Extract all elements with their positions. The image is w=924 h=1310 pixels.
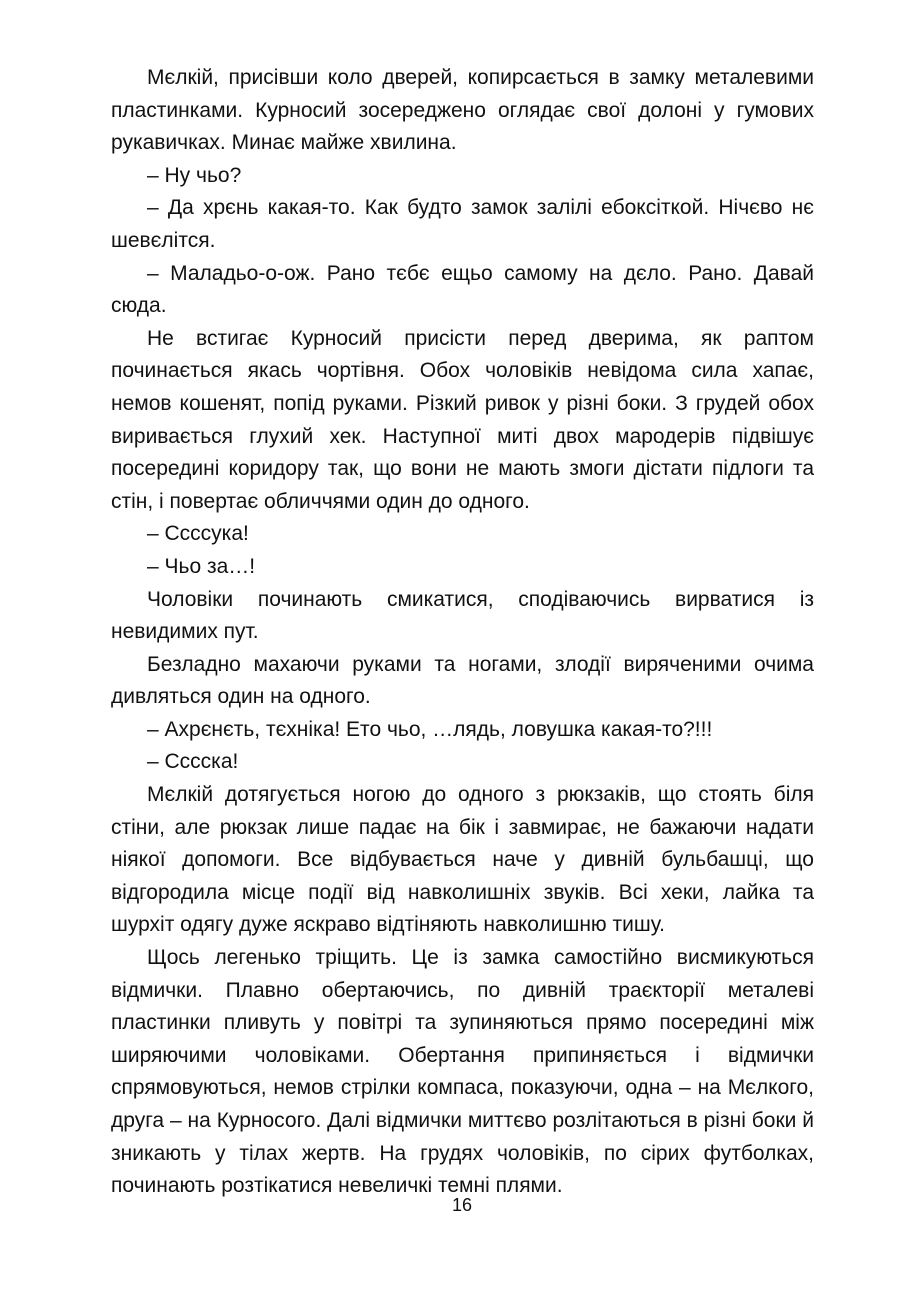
paragraph: Мєлкій, присівши коло дверей, копирсається в замку металевими пластинками. Курносий зосереджено оглядає свої долоні у гумових рукавичках. Минає майже хвилина.	[111, 66, 814, 155]
paragraph: – Чьо за…!	[147, 554, 256, 578]
paragraph: Безладно махаючи руками та ногами, злодії виряченими очима дивляться один на одного.	[111, 652, 814, 709]
paragraph: – Маладьо-о-ож. Рано тєбє ещьо самому на дєло. Рано. Давай сюда.	[111, 261, 814, 318]
paragraph: – Ссссука!	[147, 522, 249, 546]
paragraph: Мєлкій дотягується ногою до одного з рюкзаків, що стоять біля стіни, але рюкзак лише падає на бік і завмирає, не бажаючи надати ніякої допомоги. Все відбувається наче у дивній бульбашці, що відгородила місце події від навколишніх звуків. Всі хеки, лайка та шурхіт одягу дуже яскраво відтіняють навколишню тишу.	[111, 783, 814, 937]
page-number: 16	[451, 1195, 473, 1215]
paragraph: – Да хрєнь какая-то. Как будто замок залілі ебоксіткой. Нічєво нє шевєлітся.	[111, 196, 814, 252]
paragraph: Щось легенько тріщить. Це із замка самостійно висмикуються відмички. Плавно обертаючись, по дивній траєкторії металеві пластинки пливуть у повітрі та зупиняються прямо посередині між ширяючими чоловіками. Обертання припиняється і відмички спрямовуються, немов стрілки компаса, показуючи, одна – на Мєлкого, друга – на Курносого. Далі відмички миттєво розлітаються в різні боки й зникають у тілах жертв. На грудях чоловіків, по сірих футболках, починають розтікатися невеличкі темні плями.	[111, 946, 814, 1198]
paragraph: – Сссска!	[147, 750, 239, 774]
paragraph: – Ну чьо?	[147, 163, 242, 187]
text-body	[111, 62, 814, 1203]
paragraph: Чоловіки починають смикатися, сподіваючись вирватися із невидимих пут.	[111, 587, 814, 644]
paragraph: – Ахрєнєть, тєхніка! Ето чьо, …лядь, ловушка какая-то?!!!	[147, 717, 713, 741]
paragraph: Не встигає Курносий присісти перед дверима, як раптом починається якась чортівня. Обох чоловіків невідома сила хапає, немов кошенят, попід руками. Різкий ривок у різні боки. З грудей обох виривається глухий хек. Наступної миті двох мародерів підвішує посередині коридору так, що вони не мають змоги дістати підлоги та стін, і повертає обличчями один до одного.	[111, 326, 814, 513]
